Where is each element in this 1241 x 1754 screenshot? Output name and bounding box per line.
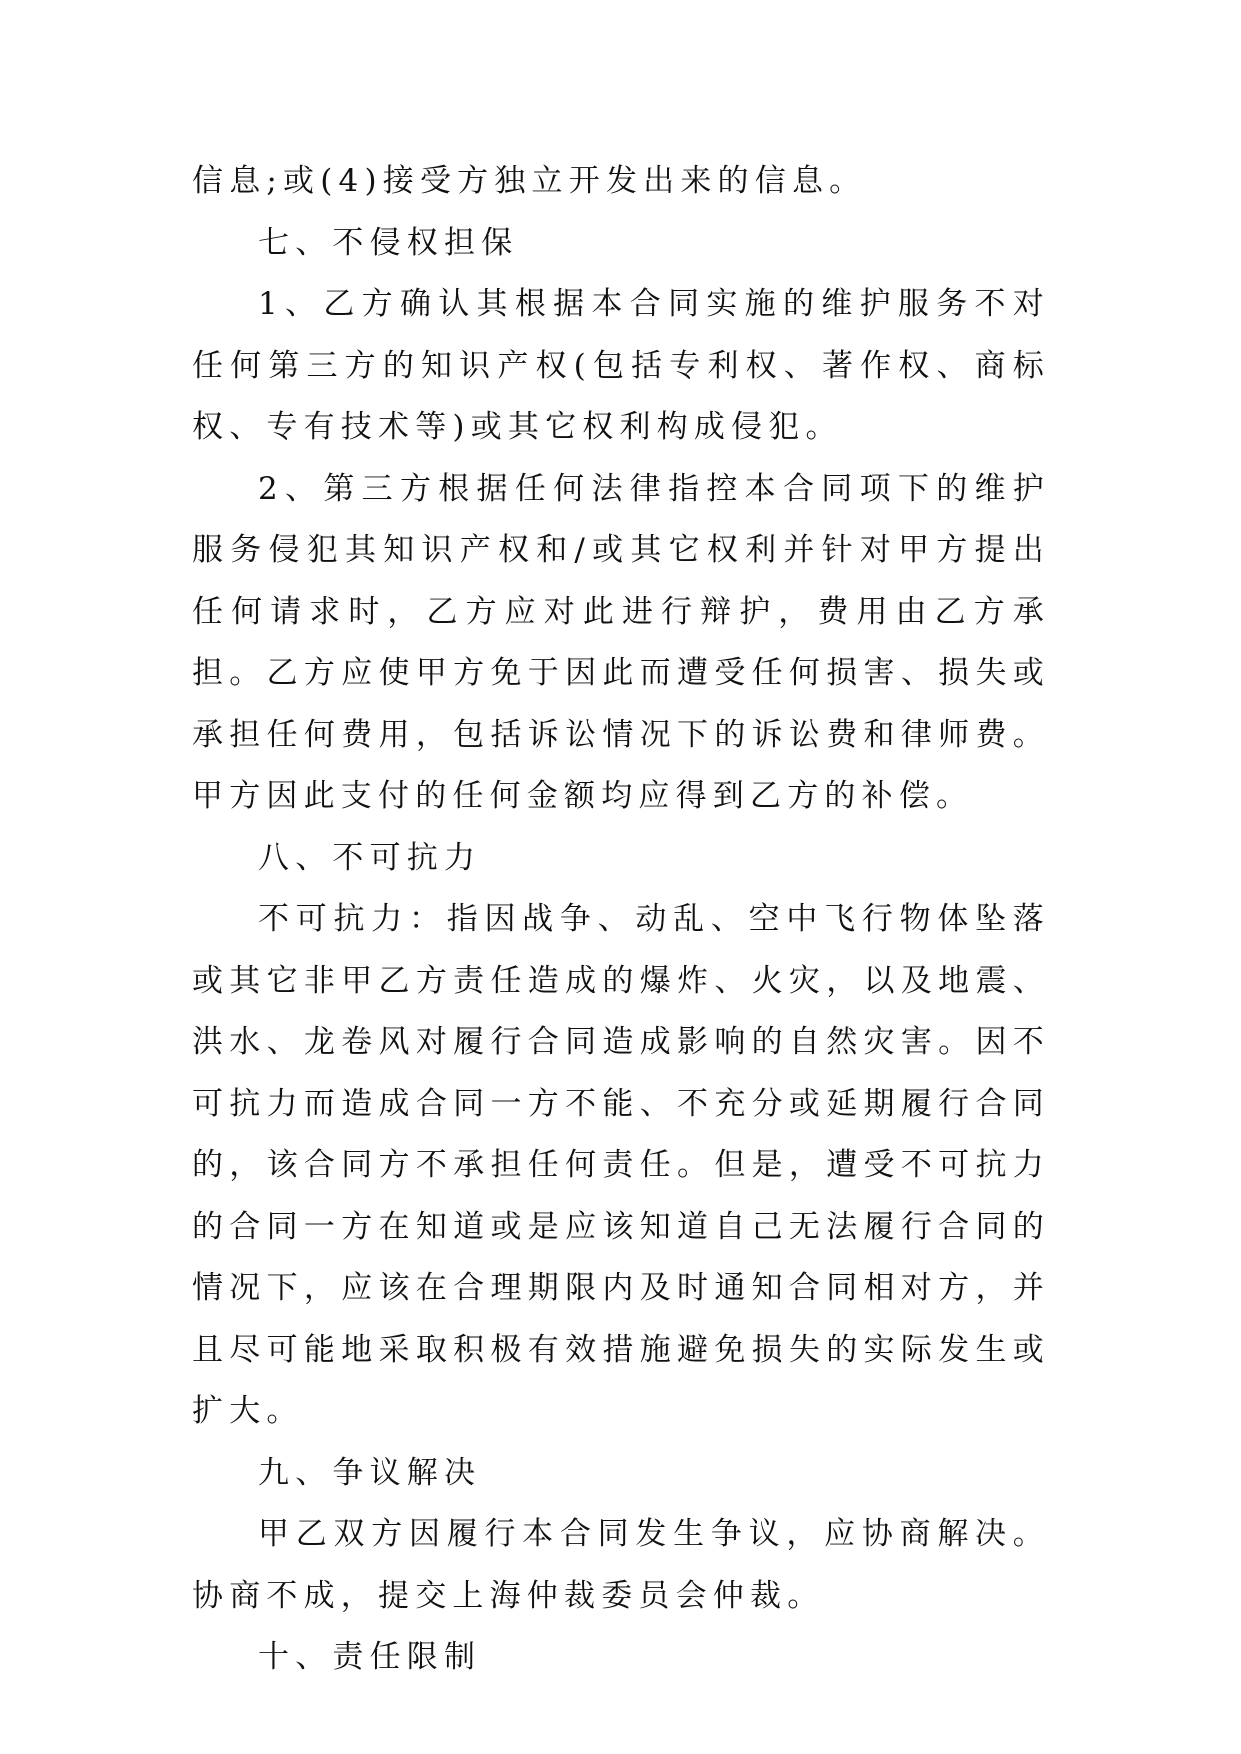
section-heading-liability-limitation: 十、责任限制	[258, 1639, 482, 1675]
document-body	[192, 151, 1050, 1689]
section-heading-force-majeure: 八、不可抗力	[258, 839, 482, 876]
paragraph-non-infringement-2: 2、第三方根据任何法律指控本合同项下的维护服务侵犯其知识产权和/或其它权利并针对甲方提出任何请求时，乙方应对此进行辩护，费用由乙方承担。乙方应使甲方免于因此而遭受任何损害、损失或承担任何费用，包括诉讼情况下的诉讼费和律师费。甲方因此支付的任何金额均应得到乙方的补偿。	[192, 470, 1050, 814]
paragraph-non-infringement-1: 1、乙方确认其根据本合同实施的维护服务不对任何第三方的知识产权(包括专利权、著作权、商标权、专有技术等)或其它权利构成侵犯。	[192, 286, 1050, 445]
section-heading-non-infringement: 七、不侵权担保	[258, 224, 519, 261]
section-heading-dispute-resolution: 九、争议解决	[258, 1454, 482, 1491]
paragraph-continuation-info: 信息;或(4)接受方独立开发出来的信息。	[192, 163, 867, 199]
paragraph-dispute-resolution: 甲乙双方因履行本合同发生争议，应协商解决。协商不成，提交上海仲裁委员会仲裁。	[192, 1516, 1050, 1614]
paragraph-force-majeure: 不可抗力：指因战争、动乱、空中飞行物体坠落或其它非甲乙方责任造成的爆炸、火灾，以及地震、洪水、龙卷风对履行合同造成影响的自然灾害。因不可抗力而造成合同一方不能、不充分或延期履行合同的，该合同方不承担任何责任。但是，遭受不可抗力的合同一方在知道或是应该知道自己无法履行合同的情况下，应该在合理期限内及时通知合同相对方，并且尽可能地采取积极有效措施避免损失的实际发生或扩大。	[192, 901, 1050, 1429]
